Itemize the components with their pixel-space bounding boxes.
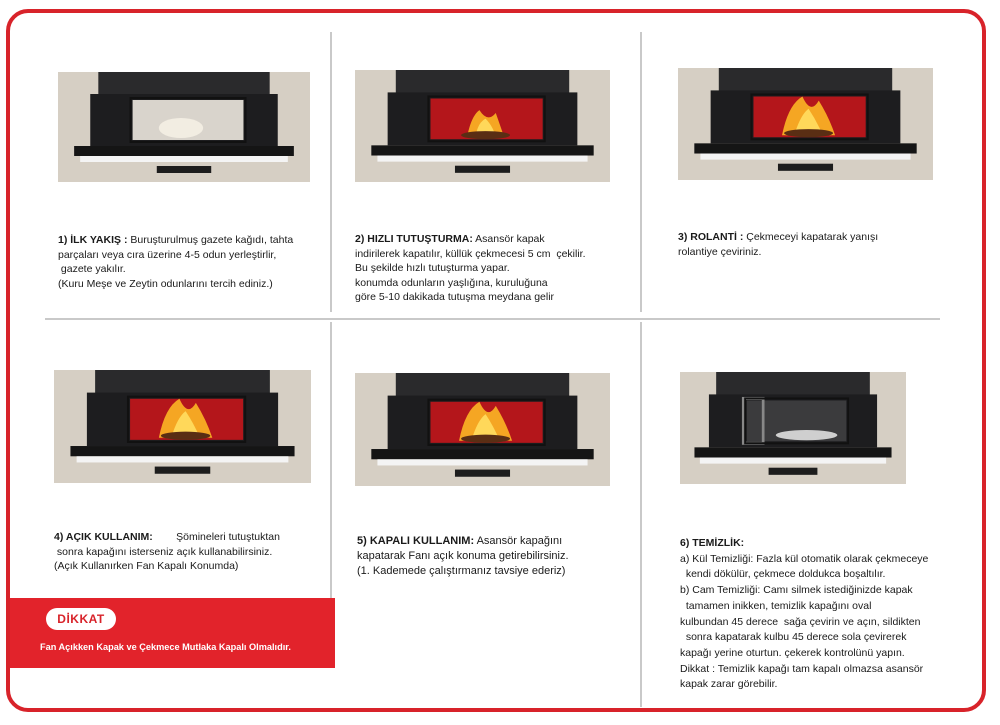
- step-5-line-3: (1. Kademede çalıştırmanız tavsiye ederiz): [357, 565, 566, 577]
- step-2-line-1: Asansör kapak: [475, 233, 545, 245]
- step-1-line-3: gazete yakılır.: [58, 263, 126, 275]
- step-6-line-6: sonra kapatarak kulbu 45 derece sola çevirerek: [680, 631, 907, 644]
- step-6-line-2: kendi dökülür, çekmece doldukca boşaltılır.: [680, 568, 886, 581]
- warning-text: Fan Açıkken Kapak ve Çekmece Mutlaka Kapalı Olmalıdır.: [40, 642, 291, 652]
- step-5-description: [357, 534, 569, 579]
- step-6-line-1: a) Kül Temizliği: Fazla kül otomatik olarak çekmeceye: [680, 552, 929, 565]
- step-6-line-7: kapağı yerine oturtun. çekerek kontrolünü yapın.: [680, 646, 905, 659]
- grid-divider-vertical-left-bottom: [330, 322, 332, 602]
- step-4-line-2: sonra kapağını isterseniz açık kullanabilirsiniz.: [54, 545, 273, 558]
- step-6-line-4: tamamen inikken, temizlik kapağını oval: [680, 599, 872, 612]
- grid-divider-vertical-left: [330, 32, 332, 312]
- step-2-title: 2) HIZLI TUTUŞTURMA:: [355, 233, 473, 245]
- fireplace-illustration: [355, 373, 610, 486]
- fireplace-photo-step-4: [54, 370, 311, 483]
- step-3-description: [678, 230, 878, 259]
- step-2-line-4: konumda odunların yaşlığına, kuruluğuna: [355, 276, 548, 289]
- step-6-line-8-text: Dikkat : Temizlik kapağı tam kapalı olmazsa asansör: [680, 662, 924, 675]
- fireplace-photo-step-5: [355, 373, 610, 486]
- step-3-title: 3) ROLANTİ :: [678, 231, 744, 243]
- fireplace-illustration: [58, 72, 310, 182]
- step-2-line-2: indirilerek kapatılır, küllük çekmecesi 5 cm çekilir.: [355, 247, 586, 260]
- fireplace-illustration: [680, 372, 906, 484]
- step-1-title: 1) İLK YAKIŞ :: [58, 234, 128, 246]
- fireplace-photo-step-2: [355, 70, 610, 182]
- step-3-line-2: rolantiye çeviriniz.: [678, 245, 762, 258]
- step-6-line-5: kulbundan 45 derece sağa çevirin ve açın, sildikten: [680, 615, 921, 628]
- step-6-line-3: b) Cam Temizliği: Camı silmek istediğinizde kapak: [680, 584, 913, 597]
- step-2-description: [355, 232, 586, 305]
- step-4-line-3: (Açık Kullanırken Fan Kapalı Konumda): [54, 560, 239, 572]
- fireplace-illustration: [54, 370, 311, 483]
- step-3-line-1: Çekmeceyi kapatarak yanışı: [746, 231, 879, 243]
- step-5-line-1: Asansör kapağını: [476, 535, 563, 547]
- fireplace-photo-step-1: [58, 72, 310, 182]
- step-2-line-5: göre 5-10 dakikada tutuşma meydana gelir: [355, 291, 555, 303]
- step-1-line-4: (Kuru Meşe ve Zeytin odunlarını tercih ediniz.): [58, 277, 273, 290]
- fireplace-illustration: [678, 68, 933, 180]
- fireplace-photo-step-3: [678, 68, 933, 180]
- warning-label: DİKKAT: [46, 608, 116, 630]
- grid-divider-horizontal: [45, 318, 940, 320]
- fireplace-photo-step-6: [680, 372, 906, 484]
- grid-divider-vertical-right-bottom: [640, 322, 642, 707]
- grid-divider-vertical-right: [640, 32, 642, 312]
- step-5-title: 5) KAPALI KULLANIM:: [357, 535, 475, 547]
- step-6-description: [680, 536, 928, 693]
- step-2-line-3: Bu şekilde hızlı tutuşturma yapar.: [355, 262, 510, 274]
- step-6-title: 6) TEMİZLİK:: [680, 537, 745, 549]
- warning-banner: [10, 598, 335, 668]
- step-4-title: 4) AÇIK KULLANIM:: [54, 531, 153, 543]
- step-1-description: [58, 233, 293, 291]
- step-4-line-1: Şömineleri tutuştuktan: [152, 531, 280, 543]
- fireplace-illustration: [355, 70, 610, 182]
- step-5-line-2: kapatarak Fanı açık konuma getirebilirsiniz.: [357, 550, 569, 562]
- step-1-line-1: Buruşturulmuş gazete kağıdı, tahta: [130, 234, 294, 246]
- step-6-line-8: [680, 662, 928, 678]
- step-1-line-2: parçaları veya cıra üzerine 4-5 odun yerleştirlir,: [58, 248, 277, 261]
- step-4-description: [54, 530, 280, 574]
- step-6-line-9: kapak zarar görebilir.: [680, 678, 778, 691]
